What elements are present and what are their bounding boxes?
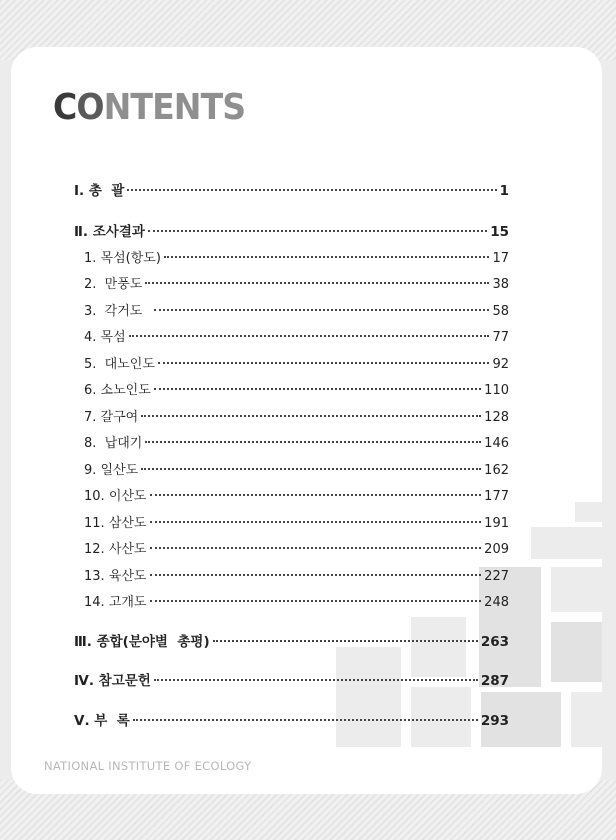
- toc-entry-page: 293: [480, 713, 509, 729]
- toc-entry[interactable]: [84, 326, 509, 345]
- toc-entry-number: 1.: [84, 251, 101, 266]
- toc-entry-page: 77: [492, 330, 509, 345]
- toc-dot-leader: [145, 282, 489, 284]
- toc-dot-leader: [154, 679, 478, 681]
- title-letter-o: O: [76, 87, 104, 128]
- toc-entry-label: 만풍도: [104, 277, 143, 292]
- toc-entry-page: 287: [480, 673, 509, 689]
- page-card: [11, 47, 602, 794]
- toc-dot-leader: [141, 468, 481, 470]
- toc-entry[interactable]: [84, 565, 509, 584]
- toc-entry-label: 이산도: [108, 489, 147, 504]
- toc-entry-number: Ⅲ.: [74, 634, 97, 650]
- title-rest: NTENTS: [103, 87, 246, 128]
- toc-entry[interactable]: [84, 273, 509, 292]
- toc-dot-leader: [145, 441, 481, 443]
- toc-entry-number: 10.: [84, 489, 109, 504]
- toc-entry[interactable]: [84, 406, 509, 425]
- toc-entry-label: 사산도: [108, 542, 147, 557]
- toc-entry-page: 191: [484, 516, 509, 531]
- toc-entry-number: 14.: [84, 595, 109, 610]
- toc-entry-number: Ⅱ.: [74, 224, 93, 240]
- title-letter-c: C: [53, 87, 77, 128]
- toc-dot-leader: [158, 362, 490, 364]
- toc-entry-page: 227: [484, 569, 509, 584]
- toc-entry[interactable]: [74, 179, 509, 199]
- toc-entry[interactable]: [84, 485, 509, 504]
- toc-entry-number: 12.: [84, 542, 109, 557]
- toc-entry-page: 146: [484, 436, 509, 451]
- toc-dot-leader: [133, 719, 478, 721]
- toc-entry-page: 128: [484, 410, 509, 425]
- toc-entry[interactable]: [84, 353, 509, 372]
- toc-dot-leader: [129, 335, 490, 337]
- toc-entry-page: 248: [484, 595, 509, 610]
- toc-entry-page: 38: [492, 277, 509, 292]
- toc-entry-number: Ⅴ.: [74, 713, 95, 729]
- toc-dot-leader: [148, 230, 487, 232]
- toc-entry-page: 15: [490, 224, 509, 240]
- toc-entry[interactable]: [84, 300, 509, 319]
- toc-entry-label: 조사결과: [92, 224, 145, 240]
- toc-entry-label: 갈구여: [100, 410, 139, 425]
- toc-entry-label: 소노인도: [100, 383, 151, 398]
- toc-entry[interactable]: [84, 459, 509, 478]
- toc-entry[interactable]: [84, 247, 509, 266]
- toc-dot-leader: [127, 189, 496, 191]
- toc-entry-page: 263: [480, 634, 509, 650]
- toc-dot-leader: [150, 494, 482, 496]
- toc-entry-number: 11.: [84, 516, 109, 531]
- toc-entry-page: 162: [484, 463, 509, 478]
- toc-entry-number: 3.: [84, 304, 105, 319]
- toc-entry-number: Ⅰ.: [74, 183, 89, 199]
- toc-entry-number: 13.: [84, 569, 109, 584]
- toc-dot-leader: [213, 640, 478, 642]
- toc-entry-label: 각거도: [104, 304, 151, 319]
- toc-dot-leader: [154, 388, 481, 390]
- toc-entry-label: 부 록: [94, 713, 130, 729]
- toc-dot-leader: [154, 309, 490, 311]
- toc-entry-page: 17: [492, 251, 509, 266]
- toc-entry[interactable]: [74, 669, 509, 689]
- toc-dot-leader: [150, 521, 482, 523]
- toc-entry-label: 육산도: [108, 569, 147, 584]
- toc-entry-number: 2.: [84, 277, 105, 292]
- toc-dot-leader: [141, 415, 481, 417]
- toc-entry[interactable]: [84, 538, 509, 557]
- toc-entry-page: 92: [492, 357, 509, 372]
- toc-entry-number: 4.: [84, 330, 101, 345]
- toc-entry[interactable]: [84, 512, 509, 531]
- toc-dot-leader: [150, 600, 482, 602]
- toc-entry-page: 177: [484, 489, 509, 504]
- toc-entry-number: 5.: [84, 357, 105, 372]
- toc-entry-label: 대노인도: [104, 357, 155, 372]
- toc-entry-number: Ⅳ.: [74, 673, 99, 689]
- toc-entry-label: 고개도: [108, 595, 147, 610]
- toc-entry-label: 목섬: [100, 330, 126, 345]
- toc-entry-label: 목섬(항도): [100, 251, 161, 266]
- toc-entry[interactable]: [74, 630, 509, 650]
- toc-entry[interactable]: [74, 220, 509, 240]
- toc-entry-page: 209: [484, 542, 509, 557]
- toc-entry-label: 일산도: [100, 463, 139, 478]
- toc-dot-leader: [150, 574, 482, 576]
- toc-entry[interactable]: [84, 379, 509, 398]
- toc-entry-label: 납대기: [104, 436, 143, 451]
- toc-entry-label: 총 괄: [88, 183, 125, 199]
- toc-entry-page: 1: [499, 183, 509, 199]
- toc-entry-label: 종합(분야별 총평): [96, 634, 210, 650]
- toc-entry-page: 58: [492, 304, 509, 319]
- toc-entry[interactable]: [84, 432, 509, 451]
- table-of-contents: [11, 47, 602, 794]
- toc-entry-number: 7.: [84, 410, 101, 425]
- toc-entry-label: 삼산도: [108, 516, 147, 531]
- toc-entry-number: 8.: [84, 436, 105, 451]
- toc-entry[interactable]: [74, 709, 509, 729]
- toc-entry-page: 110: [484, 383, 509, 398]
- toc-entry-number: 9.: [84, 463, 101, 478]
- footer-institute: NATIONAL INSTITUTE OF ECOLOGY: [44, 759, 252, 773]
- toc-entry-label: 참고문헌: [98, 673, 151, 689]
- toc-dot-leader: [164, 256, 490, 258]
- toc-dot-leader: [150, 547, 482, 549]
- toc-entry-number: 6.: [84, 383, 101, 398]
- toc-entry[interactable]: [84, 591, 509, 610]
